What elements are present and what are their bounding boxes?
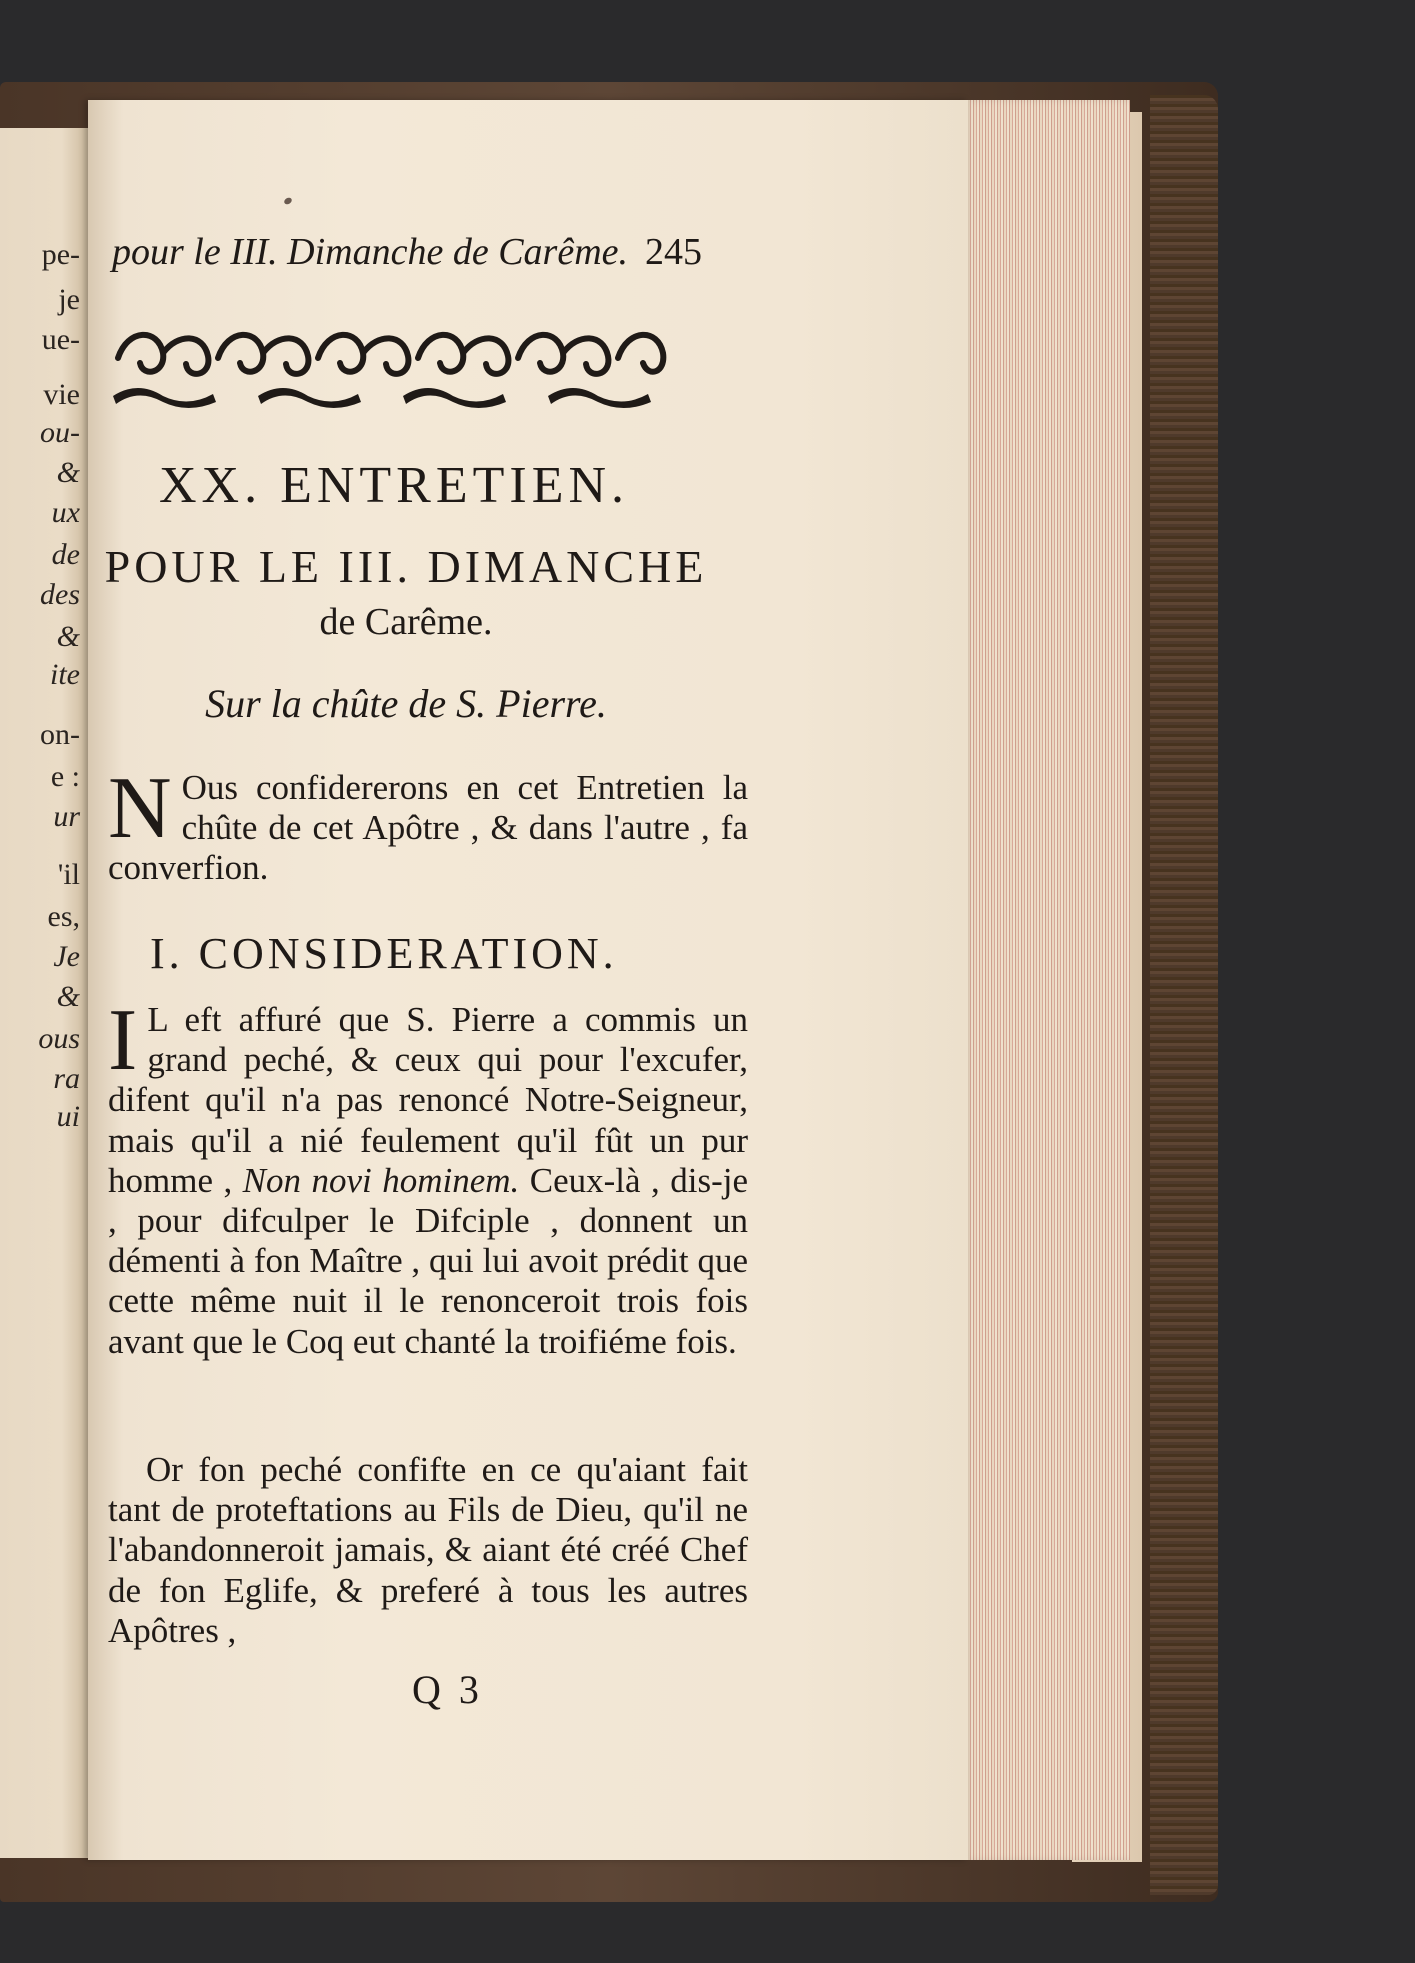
- left-page-line-fragment: es,: [47, 900, 80, 933]
- page-number: 245: [645, 231, 702, 273]
- left-page-line-fragment: pe-: [41, 238, 80, 271]
- left-page-line-fragment: ur: [53, 800, 80, 833]
- left-page-line-fragment: ra: [53, 1062, 80, 1095]
- body-paragraph-2: Or fon peché confifte en ce qu'aiant fait tant de proteftations au Fils de Dieu, qu'il ne l'abandonneroit jamais, & aiant été créé Chef de fon Eglife, & preferé à tous les autres Apôtres ,: [108, 1450, 748, 1650]
- page-fore-edge: [962, 100, 1130, 1860]
- body-paragraph-1-text-a: L eft affuré que S. Pierre a commis un grand peché, & ceux qui pour l'excufer, difent qu'il n'a pas renoncé Notre-Seigneur, mais qu'il a nié feulement qu'il fût un pur homme ,: [108, 1000, 748, 1200]
- decorative-headpiece-ornament: [108, 318, 683, 410]
- book-binding-edge: [1150, 95, 1218, 1895]
- left-page-line-fragment: de: [51, 538, 80, 571]
- left-page-line-fragment: e :: [50, 760, 80, 793]
- left-page-line-fragment: ui: [56, 1100, 80, 1133]
- body-paragraph-1-text-b: Ceux-là , dis-je , pour difculper le Difciple , donnent un démenti à fon Maître , qui lui avoit prédit que cette même nuit il le renonceroit trois fois avant que le Coq eut chanté la troifiéme fois.: [108, 1160, 748, 1361]
- chapter-topic: Sur la chûte de S. Pierre.: [205, 681, 607, 726]
- drop-cap: I: [108, 992, 138, 1089]
- left-page-line-fragment: &: [56, 620, 80, 653]
- running-head: [112, 230, 702, 274]
- left-page-line-fragment: &: [56, 980, 80, 1013]
- intro-paragraph: [108, 760, 748, 889]
- intro-paragraph-text: Ous confidererons en cet Entretien la chûte de cet Apôtre , & dans l'autre , fa converfion.: [108, 768, 748, 888]
- left-page-line-fragment: 'il: [57, 858, 80, 891]
- chapter-subtitle-line: POUR LE III. DIMANCHE: [104, 541, 708, 592]
- signature-mark: Q 3: [412, 1667, 483, 1712]
- latin-quote: Non novi hominem.: [242, 1160, 520, 1200]
- drop-cap: N: [108, 760, 172, 857]
- left-page-line-fragment: ue-: [41, 323, 80, 356]
- left-page-line-fragment: ou-: [40, 416, 80, 449]
- section-heading: I. CONSIDERATION.: [150, 929, 618, 978]
- left-facing-page: [0, 128, 88, 1858]
- chapter-subtitle-line-2: de Carême.: [319, 601, 493, 643]
- body-paragraph-1: [108, 992, 748, 1362]
- left-page-line-fragment: ous: [38, 1022, 80, 1055]
- running-head-title: pour le III. Dimanche de Carême.: [112, 231, 629, 273]
- left-page-line-fragment: des: [40, 578, 80, 611]
- left-page-line-fragment: ite: [50, 658, 80, 691]
- left-page-line-fragment: Je: [53, 940, 80, 973]
- left-page-line-fragment: vie: [43, 378, 80, 411]
- left-page-line-fragment: ux: [51, 496, 80, 529]
- left-page-line-fragment: &: [56, 456, 80, 489]
- chapter-title: XX. ENTRETIEN.: [158, 457, 630, 514]
- left-page-line-fragment: on-: [40, 718, 80, 751]
- left-page-line-fragment: je: [58, 283, 80, 316]
